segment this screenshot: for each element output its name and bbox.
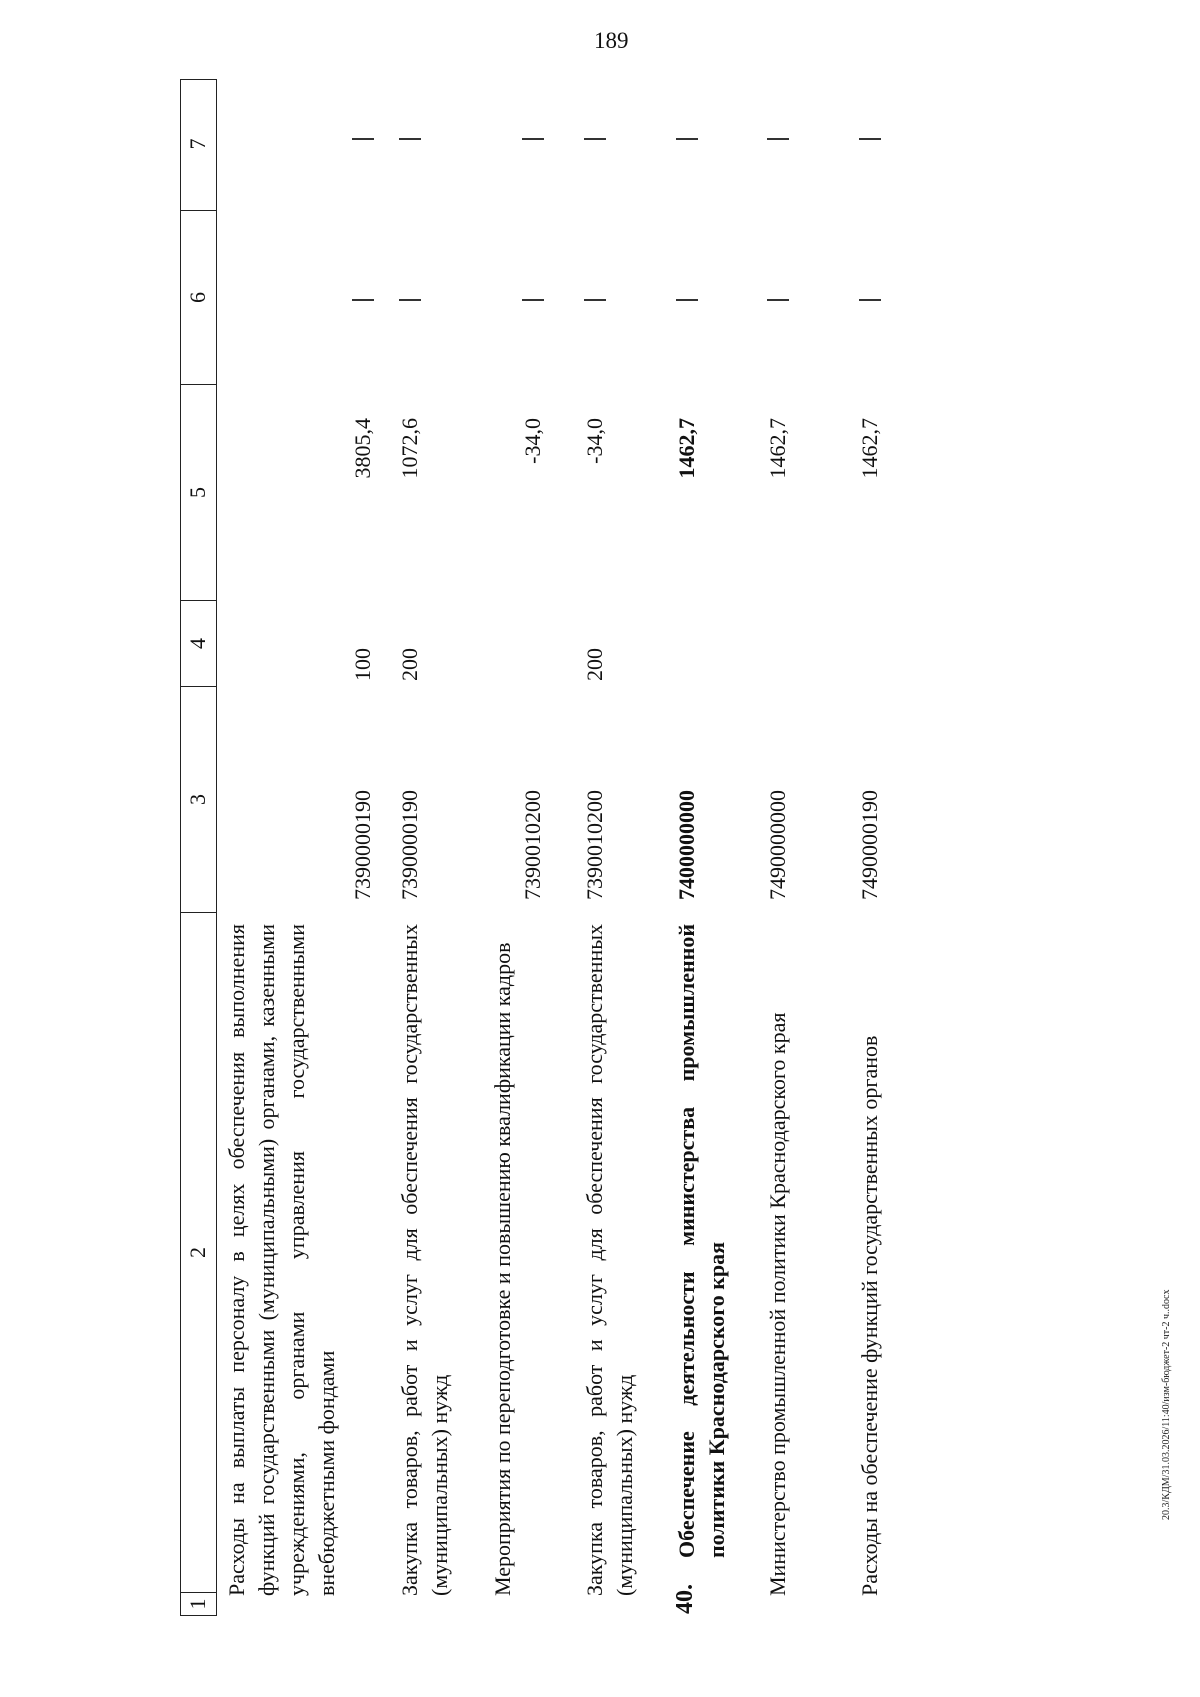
col7-dash bbox=[767, 139, 789, 141]
row-code: 7490000000 bbox=[765, 790, 790, 900]
row-code: 7400000000 bbox=[674, 790, 699, 900]
row-amount: 1462,7 bbox=[765, 418, 790, 479]
page-number: 189 bbox=[594, 28, 629, 53]
row-number: 40. bbox=[672, 1584, 698, 1614]
table-header bbox=[180, 79, 217, 1616]
row-description: Мероприятия по переподготовке и повышению квалификации кадров bbox=[490, 942, 515, 1596]
table-row bbox=[488, 79, 566, 1616]
col7-dash bbox=[676, 139, 698, 141]
table-row bbox=[763, 79, 841, 1616]
col7-dash bbox=[352, 139, 374, 141]
row-code: 7390000190 bbox=[397, 790, 422, 900]
header-col-2: 2 bbox=[181, 913, 216, 1593]
table-row bbox=[672, 79, 752, 1616]
row-description: Расходы на выплаты персоналу в целях обеспечения выполнения функций государственными (муниципальными) органами, казенными учреждениями, органами управления государственными внебюджетными фондами bbox=[224, 924, 339, 1596]
col7-dash bbox=[522, 139, 544, 141]
row-description: Закупка товаров, работ и услуг для обеспечения государственных (муниципальных) нужд bbox=[582, 924, 637, 1596]
rotated-table bbox=[180, 79, 1200, 1616]
row-description: Расходы на обеспечение функций государственных органов bbox=[857, 1035, 882, 1596]
header-col-1: 1 bbox=[185, 1598, 210, 1610]
row-code: 7390010200 bbox=[520, 790, 545, 900]
col7-dash bbox=[584, 139, 606, 141]
row-description: Обеспечение деятельности министерства промышленной политики Краснодарского края bbox=[674, 924, 729, 1558]
header-col-6: 6 bbox=[181, 211, 216, 385]
col6-dash bbox=[584, 300, 606, 302]
col6-dash bbox=[676, 300, 698, 302]
row-amount: -34,0 bbox=[582, 418, 607, 464]
col6-dash bbox=[352, 300, 374, 302]
table-row bbox=[395, 79, 473, 1616]
header-col-7: 7 bbox=[181, 78, 216, 211]
row-type: 100 bbox=[350, 648, 375, 681]
row-type: 200 bbox=[582, 648, 607, 681]
table-row bbox=[222, 79, 380, 1616]
table-row bbox=[855, 79, 933, 1616]
row-amount: -34,0 bbox=[520, 418, 545, 464]
col6-dash bbox=[399, 300, 421, 302]
header-col-3: 3 bbox=[181, 687, 216, 913]
row-description: Закупка товаров, работ и услуг для обеспечения государственных (муниципальных) нужд bbox=[397, 924, 452, 1596]
footer-note: 20.3/КДМ/31.03.2026/11:40/изм-бюджет-2 чт-2 ч..docx bbox=[1161, 1289, 1172, 1520]
col7-dash bbox=[859, 139, 881, 141]
row-code: 7490000190 bbox=[857, 790, 882, 900]
col6-dash bbox=[767, 300, 789, 302]
col6-dash bbox=[859, 300, 881, 302]
col6-dash bbox=[522, 300, 544, 302]
row-description: Министерство промышленной политики Краснодарского края bbox=[765, 1012, 790, 1596]
row-amount: 1462,7 bbox=[674, 418, 699, 479]
col7-dash bbox=[399, 139, 421, 141]
row-code: 7390000190 bbox=[350, 790, 375, 900]
row-amount: 1072,6 bbox=[397, 418, 422, 479]
row-amount: 3805,4 bbox=[350, 418, 375, 479]
header-col-5: 5 bbox=[181, 385, 216, 601]
row-amount: 1462,7 bbox=[857, 418, 882, 479]
table-row bbox=[580, 79, 658, 1616]
header-col-4: 4 bbox=[181, 601, 216, 687]
row-code: 7390010200 bbox=[582, 790, 607, 900]
row-type: 200 bbox=[397, 648, 422, 681]
